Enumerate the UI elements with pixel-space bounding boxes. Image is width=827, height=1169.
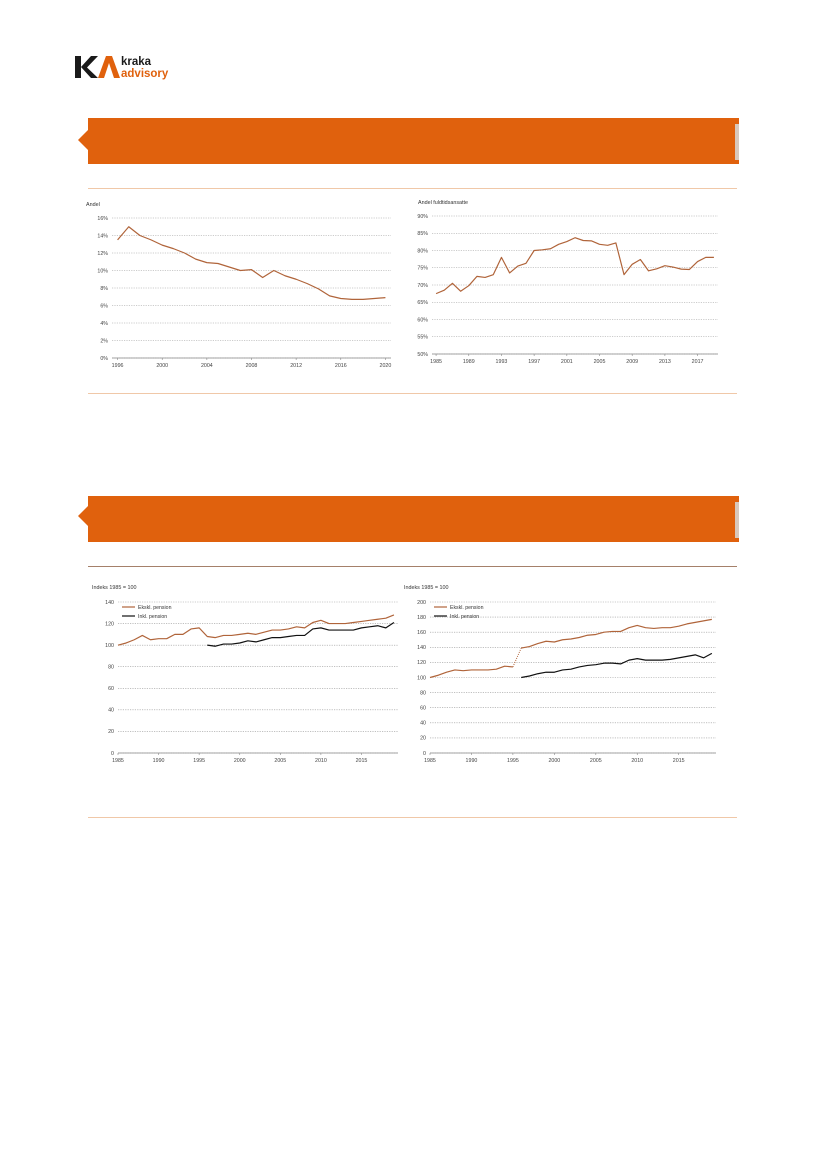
y-tick-label: 40 bbox=[108, 707, 114, 714]
logo-word-advisory: advisory bbox=[121, 68, 169, 80]
y-tick-label: 180 bbox=[417, 614, 426, 621]
x-tick-label: 1989 bbox=[462, 359, 475, 365]
y-tick-label: 50% bbox=[417, 351, 428, 358]
y-axis-title: Indeks 1985 = 100 bbox=[404, 585, 449, 591]
y-axis-title: Indeks 1985 = 100 bbox=[92, 585, 137, 591]
chart-1-container bbox=[84, 198, 406, 376]
x-tick-label: 2005 bbox=[274, 758, 287, 764]
chart-4-container bbox=[404, 580, 732, 766]
y-tick-label: 200 bbox=[417, 599, 426, 606]
y-tick-label: 100 bbox=[417, 675, 426, 682]
banner-shadow-2 bbox=[735, 502, 739, 538]
y-tick-label: 140 bbox=[417, 645, 426, 652]
y-tick-label: 4% bbox=[100, 320, 108, 327]
y-tick-label: 60 bbox=[420, 705, 426, 712]
x-tick-label: 1990 bbox=[465, 758, 478, 764]
y-tick-label: 65% bbox=[417, 300, 428, 307]
y-tick-label: 140 bbox=[105, 599, 114, 606]
x-tick-label: 2010 bbox=[315, 758, 327, 764]
y-tick-label: 14% bbox=[97, 233, 108, 240]
x-tick-label: 2015 bbox=[355, 758, 368, 764]
x-tick-label: 1985 bbox=[430, 359, 442, 365]
kraka-advisory-logo bbox=[74, 50, 184, 84]
x-tick-label: 1985 bbox=[424, 758, 436, 764]
y-tick-label: 8% bbox=[100, 285, 108, 292]
rule-top-2 bbox=[88, 566, 737, 567]
chart-3-container bbox=[84, 580, 406, 766]
y-tick-label: 120 bbox=[417, 660, 426, 667]
series-line bbox=[521, 619, 712, 648]
y-tick-label: 55% bbox=[417, 334, 428, 341]
legend-label: Inkl. pension bbox=[138, 613, 168, 620]
x-tick-label: 2016 bbox=[334, 363, 347, 369]
y-tick-label: 70% bbox=[417, 282, 428, 289]
x-tick-label: 1990 bbox=[152, 758, 165, 764]
legend-label: Inkl. pension bbox=[450, 613, 480, 620]
y-tick-label: 80 bbox=[108, 664, 114, 671]
x-tick-label: 1985 bbox=[112, 758, 124, 764]
y-tick-label: 6% bbox=[100, 303, 108, 310]
y-tick-label: 0% bbox=[100, 355, 108, 362]
y-tick-label: 90% bbox=[417, 213, 428, 220]
chart-andel bbox=[84, 198, 406, 376]
y-tick-label: 20 bbox=[108, 729, 114, 736]
x-tick-label: 2005 bbox=[589, 758, 602, 764]
y-tick-label: 0 bbox=[111, 750, 114, 757]
chart-2-container bbox=[412, 198, 732, 376]
x-tick-label: 2000 bbox=[233, 758, 246, 764]
section-banner-1 bbox=[88, 118, 739, 164]
x-tick-label: 2013 bbox=[658, 359, 671, 365]
x-tick-label: 2017 bbox=[691, 359, 704, 365]
x-tick-label: 2008 bbox=[245, 363, 258, 369]
series-break-dotted bbox=[513, 648, 521, 667]
legend-label: Ekskl. pension bbox=[450, 604, 484, 611]
x-tick-label: 1996 bbox=[111, 363, 124, 369]
y-tick-label: 160 bbox=[417, 630, 426, 636]
x-tick-label: 1995 bbox=[193, 758, 206, 764]
y-tick-label: 60 bbox=[108, 686, 114, 693]
x-tick-label: 2000 bbox=[156, 363, 169, 369]
x-tick-label: 2015 bbox=[672, 758, 685, 764]
logo-word-kraka: kraka bbox=[121, 56, 152, 68]
y-tick-label: 2% bbox=[100, 338, 108, 345]
y-axis-title: Andel bbox=[86, 202, 100, 208]
x-tick-label: 2012 bbox=[290, 363, 303, 369]
x-tick-label: 2004 bbox=[200, 363, 213, 369]
y-axis-title: Andel fuldtidsansatte bbox=[418, 200, 469, 206]
y-tick-label: 20 bbox=[420, 735, 426, 742]
legend-label: Ekskl. pension bbox=[138, 604, 172, 611]
x-tick-label: 2020 bbox=[379, 363, 392, 369]
x-tick-label: 2010 bbox=[631, 758, 644, 764]
y-tick-label: 16% bbox=[97, 215, 108, 222]
banner-tab-2 bbox=[78, 506, 88, 526]
y-tick-label: 60% bbox=[417, 317, 428, 324]
logo-a-shape bbox=[98, 56, 120, 78]
banner-tab-1 bbox=[78, 130, 88, 150]
rule-top-1 bbox=[88, 188, 737, 189]
y-tick-label: 120 bbox=[105, 621, 114, 628]
y-tick-label: 80% bbox=[417, 248, 428, 255]
logo-k-stem bbox=[75, 56, 81, 78]
logo-mark bbox=[74, 50, 184, 84]
y-tick-label: 85% bbox=[417, 231, 428, 238]
y-tick-label: 80 bbox=[420, 690, 426, 697]
y-tick-label: 75% bbox=[417, 265, 428, 272]
chart-andel-fuldtidsansatte bbox=[412, 198, 732, 376]
series-line bbox=[521, 653, 712, 677]
x-tick-label: 1997 bbox=[528, 359, 541, 365]
x-tick-label: 2005 bbox=[593, 359, 606, 365]
rule-bottom-2 bbox=[88, 817, 737, 818]
banner-shadow-1 bbox=[735, 124, 739, 160]
y-tick-label: 12% bbox=[97, 250, 108, 257]
x-tick-label: 2001 bbox=[560, 359, 573, 365]
x-tick-label: 2000 bbox=[548, 758, 561, 764]
chart-indeks-right bbox=[404, 580, 732, 766]
y-tick-label: 0 bbox=[423, 750, 426, 757]
logo-k-arm bbox=[81, 56, 98, 78]
x-tick-label: 2009 bbox=[626, 359, 639, 365]
series-line bbox=[430, 666, 513, 677]
section-banner-2 bbox=[88, 496, 739, 542]
x-tick-label: 1993 bbox=[495, 359, 508, 365]
chart-indeks-left bbox=[84, 580, 406, 766]
x-tick-label: 1995 bbox=[507, 758, 519, 764]
y-tick-label: 10% bbox=[97, 268, 108, 275]
rule-bottom-1 bbox=[88, 393, 737, 394]
y-tick-label: 100 bbox=[105, 642, 114, 649]
series-line bbox=[118, 227, 386, 300]
y-tick-label: 40 bbox=[420, 720, 426, 727]
